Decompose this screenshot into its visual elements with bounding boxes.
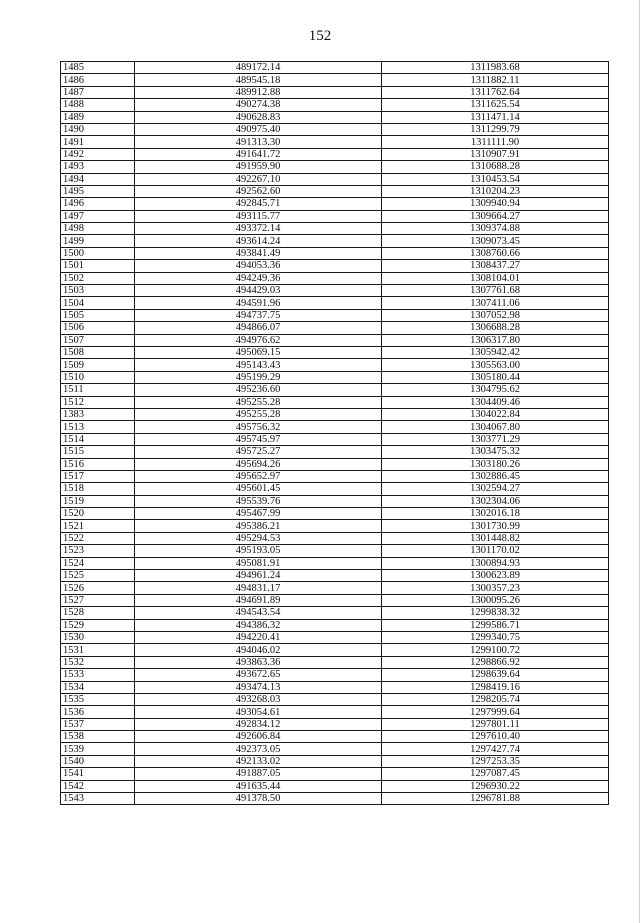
x-coordinate-cell: 495236.60 [135,384,382,396]
point-number-cell: 1509 [61,359,135,371]
y-coordinate-cell: 1304795.62 [382,384,609,396]
y-coordinate-cell: 1308760.66 [382,247,609,259]
x-coordinate-cell: 495193.05 [135,545,382,557]
point-number-cell: 1519 [61,495,135,507]
point-number-cell: 1488 [61,99,135,111]
x-coordinate-cell: 495467.99 [135,508,382,520]
x-coordinate-cell: 491313.30 [135,136,382,148]
table-row [61,570,609,582]
y-coordinate-cell: 1302886.45 [382,470,609,482]
y-coordinate-cell: 1310907.91 [382,148,609,160]
point-number-cell: 1540 [61,755,135,767]
x-coordinate-cell: 492267.10 [135,173,382,185]
x-coordinate-cell: 495539.76 [135,495,382,507]
point-number-cell: 1528 [61,607,135,619]
x-coordinate-cell: 493372.14 [135,223,382,235]
y-coordinate-cell: 1300095.26 [382,594,609,606]
x-coordinate-cell: 490274.38 [135,99,382,111]
table-row [61,247,609,259]
table-row [61,74,609,86]
y-coordinate-cell: 1311625.54 [382,99,609,111]
table-row [61,520,609,532]
x-coordinate-cell: 494961.24 [135,570,382,582]
point-number-cell: 1531 [61,644,135,656]
y-coordinate-cell: 1302016.18 [382,508,609,520]
table-row [61,706,609,718]
point-number-cell: 1538 [61,731,135,743]
table-row [61,148,609,160]
point-number-cell: 1530 [61,631,135,643]
y-coordinate-cell: 1299586.71 [382,619,609,631]
point-number-cell: 1517 [61,470,135,482]
x-coordinate-cell: 492562.60 [135,185,382,197]
table-row [61,408,609,420]
point-number-cell: 1532 [61,656,135,668]
table-row [61,198,609,210]
y-coordinate-cell: 1309664.27 [382,210,609,222]
y-coordinate-cell: 1296930.22 [382,780,609,792]
x-coordinate-cell: 492606.84 [135,731,382,743]
x-coordinate-cell: 494543.54 [135,607,382,619]
table-row [61,136,609,148]
x-coordinate-cell: 494831.17 [135,582,382,594]
x-coordinate-cell: 494429.03 [135,285,382,297]
table-row [61,334,609,346]
x-coordinate-cell: 495386.21 [135,520,382,532]
x-coordinate-cell: 491641.72 [135,148,382,160]
x-coordinate-cell: 495255.28 [135,408,382,420]
point-number-cell: 1516 [61,458,135,470]
table-row [61,693,609,705]
table-row [61,346,609,358]
y-coordinate-cell: 1301730.99 [382,520,609,532]
point-number-cell: 1542 [61,780,135,792]
point-number-cell: 1496 [61,198,135,210]
table-row [61,669,609,681]
point-number-cell: 1536 [61,706,135,718]
y-coordinate-cell: 1297610.40 [382,731,609,743]
table-row [61,793,609,805]
y-coordinate-cell: 1311111.90 [382,136,609,148]
y-coordinate-cell: 1309374.88 [382,223,609,235]
point-number-cell: 1499 [61,235,135,247]
point-number-cell: 1485 [61,62,135,74]
y-coordinate-cell: 1301170.02 [382,545,609,557]
table-row [61,123,609,135]
point-number-cell: 1524 [61,557,135,569]
point-number-cell: 1512 [61,396,135,408]
point-number-cell: 1487 [61,86,135,98]
table-row [61,62,609,74]
table-row [61,656,609,668]
point-number-cell: 1533 [61,669,135,681]
table-row [61,582,609,594]
y-coordinate-cell: 1308104.01 [382,272,609,284]
table-row [61,371,609,383]
point-number-cell: 1505 [61,309,135,321]
y-coordinate-cell: 1306317.80 [382,334,609,346]
table-row [61,285,609,297]
y-coordinate-cell: 1305942.42 [382,346,609,358]
table-row [61,594,609,606]
point-number-cell: 1383 [61,408,135,420]
table-row [61,173,609,185]
point-number-cell: 1490 [61,123,135,135]
x-coordinate-cell: 492373.05 [135,743,382,755]
point-number-cell: 1492 [61,148,135,160]
point-number-cell: 1507 [61,334,135,346]
y-coordinate-cell: 1298639.64 [382,669,609,681]
table-row [61,210,609,222]
x-coordinate-cell: 494053.36 [135,260,382,272]
table-row [61,508,609,520]
point-number-cell: 1498 [61,223,135,235]
x-coordinate-cell: 492845.71 [135,198,382,210]
x-coordinate-cell: 494386.32 [135,619,382,631]
y-coordinate-cell: 1311762.64 [382,86,609,98]
table-row [61,743,609,755]
y-coordinate-cell: 1310453.54 [382,173,609,185]
point-number-cell: 1500 [61,247,135,259]
table-row [61,495,609,507]
x-coordinate-cell: 494691.89 [135,594,382,606]
table-row [61,185,609,197]
point-number-cell: 1502 [61,272,135,284]
y-coordinate-cell: 1302304.06 [382,495,609,507]
point-number-cell: 1520 [61,508,135,520]
x-coordinate-cell: 493863.36 [135,656,382,668]
x-coordinate-cell: 492834.12 [135,718,382,730]
y-coordinate-cell: 1310688.28 [382,161,609,173]
y-coordinate-cell: 1299340.75 [382,631,609,643]
point-number-cell: 1525 [61,570,135,582]
point-number-cell: 1518 [61,483,135,495]
x-coordinate-cell: 495652.97 [135,470,382,482]
table-row [61,607,609,619]
y-coordinate-cell: 1300623.89 [382,570,609,582]
point-number-cell: 1504 [61,297,135,309]
table-row [61,681,609,693]
y-coordinate-cell: 1302594.27 [382,483,609,495]
y-coordinate-cell: 1305563.00 [382,359,609,371]
table-row [61,297,609,309]
point-number-cell: 1495 [61,185,135,197]
table-row [61,86,609,98]
y-coordinate-cell: 1307052.98 [382,309,609,321]
point-number-cell: 1539 [61,743,135,755]
y-coordinate-cell: 1306688.28 [382,322,609,334]
x-coordinate-cell: 489912.88 [135,86,382,98]
y-coordinate-cell: 1298419.16 [382,681,609,693]
y-coordinate-cell: 1300357.23 [382,582,609,594]
table-row [61,161,609,173]
x-coordinate-cell: 491378.50 [135,793,382,805]
coordinates-table-body [61,62,609,805]
x-coordinate-cell: 491959.90 [135,161,382,173]
point-number-cell: 1537 [61,718,135,730]
table-row [61,433,609,445]
y-coordinate-cell: 1308437.27 [382,260,609,272]
y-coordinate-cell: 1297801.11 [382,718,609,730]
y-coordinate-cell: 1303475.32 [382,446,609,458]
y-coordinate-cell: 1309073.45 [382,235,609,247]
y-coordinate-cell: 1307411.06 [382,297,609,309]
x-coordinate-cell: 495725.27 [135,446,382,458]
table-row [61,545,609,557]
y-coordinate-cell: 1301448.82 [382,532,609,544]
point-number-cell: 1522 [61,532,135,544]
point-number-cell: 1529 [61,619,135,631]
x-coordinate-cell: 491635.44 [135,780,382,792]
table-row [61,557,609,569]
table-row [61,260,609,272]
x-coordinate-cell: 490975.40 [135,123,382,135]
table-row [61,755,609,767]
x-coordinate-cell: 489172.14 [135,62,382,74]
point-number-cell: 1523 [61,545,135,557]
x-coordinate-cell: 494976.62 [135,334,382,346]
x-coordinate-cell: 493115.77 [135,210,382,222]
y-coordinate-cell: 1298205.74 [382,693,609,705]
point-number-cell: 1486 [61,74,135,86]
point-number-cell: 1489 [61,111,135,123]
x-coordinate-cell: 495745.97 [135,433,382,445]
table-row [61,322,609,334]
point-number-cell: 1521 [61,520,135,532]
table-row [61,470,609,482]
point-number-cell: 1493 [61,161,135,173]
table-row [61,458,609,470]
x-coordinate-cell: 493268.03 [135,693,382,705]
y-coordinate-cell: 1304022.84 [382,408,609,420]
y-coordinate-cell: 1297427.74 [382,743,609,755]
table-row [61,631,609,643]
x-coordinate-cell: 494249.36 [135,272,382,284]
x-coordinate-cell: 495069.15 [135,346,382,358]
y-coordinate-cell: 1310204.23 [382,185,609,197]
point-number-cell: 1494 [61,173,135,185]
point-number-cell: 1513 [61,421,135,433]
point-number-cell: 1543 [61,793,135,805]
y-coordinate-cell: 1300894.93 [382,557,609,569]
table-row [61,619,609,631]
y-coordinate-cell: 1299838.32 [382,607,609,619]
table-row [61,421,609,433]
x-coordinate-cell: 491887.05 [135,768,382,780]
table-row [61,272,609,284]
table-row [61,223,609,235]
x-coordinate-cell: 495199.29 [135,371,382,383]
point-number-cell: 1508 [61,346,135,358]
y-coordinate-cell: 1307761.68 [382,285,609,297]
table-row [61,309,609,321]
x-coordinate-cell: 495601.45 [135,483,382,495]
table-row [61,718,609,730]
point-number-cell: 1497 [61,210,135,222]
x-coordinate-cell: 495756.32 [135,421,382,433]
point-number-cell: 1503 [61,285,135,297]
table-row [61,396,609,408]
y-coordinate-cell: 1304409.46 [382,396,609,408]
point-number-cell: 1526 [61,582,135,594]
y-coordinate-cell: 1297253.35 [382,755,609,767]
y-coordinate-cell: 1299100.72 [382,644,609,656]
x-coordinate-cell: 495255.28 [135,396,382,408]
table-row [61,483,609,495]
x-coordinate-cell: 493841.49 [135,247,382,259]
table-row [61,731,609,743]
point-number-cell: 1527 [61,594,135,606]
y-coordinate-cell: 1298866.92 [382,656,609,668]
y-coordinate-cell: 1309940.94 [382,198,609,210]
table-row [61,99,609,111]
table-row [61,111,609,123]
y-coordinate-cell: 1304067.80 [382,421,609,433]
x-coordinate-cell: 495694.26 [135,458,382,470]
x-coordinate-cell: 493054.61 [135,706,382,718]
point-number-cell: 1491 [61,136,135,148]
x-coordinate-cell: 493614.24 [135,235,382,247]
point-number-cell: 1501 [61,260,135,272]
table-row [61,780,609,792]
y-coordinate-cell: 1311471.14 [382,111,609,123]
table-row [61,532,609,544]
table-row [61,446,609,458]
x-coordinate-cell: 494591.96 [135,297,382,309]
x-coordinate-cell: 494220.41 [135,631,382,643]
y-coordinate-cell: 1303180.26 [382,458,609,470]
x-coordinate-cell: 489545.18 [135,74,382,86]
y-coordinate-cell: 1297087.45 [382,768,609,780]
y-coordinate-cell: 1311882.11 [382,74,609,86]
point-number-cell: 1511 [61,384,135,396]
x-coordinate-cell: 495294.53 [135,532,382,544]
table-row [61,235,609,247]
table-row [61,384,609,396]
y-coordinate-cell: 1311983.68 [382,62,609,74]
point-number-cell: 1515 [61,446,135,458]
x-coordinate-cell: 492133.02 [135,755,382,767]
x-coordinate-cell: 495081.91 [135,557,382,569]
point-number-cell: 1541 [61,768,135,780]
x-coordinate-cell: 493672.65 [135,669,382,681]
table-row [61,644,609,656]
x-coordinate-cell: 494046.02 [135,644,382,656]
point-number-cell: 1506 [61,322,135,334]
point-number-cell: 1510 [61,371,135,383]
y-coordinate-cell: 1296781.88 [382,793,609,805]
y-coordinate-cell: 1303771.29 [382,433,609,445]
y-coordinate-cell: 1305180.44 [382,371,609,383]
y-coordinate-cell: 1311299.79 [382,123,609,135]
coordinates-table [60,61,609,805]
x-coordinate-cell: 490628.83 [135,111,382,123]
point-number-cell: 1534 [61,681,135,693]
x-coordinate-cell: 493474.13 [135,681,382,693]
x-coordinate-cell: 494737.75 [135,309,382,321]
point-number-cell: 1514 [61,433,135,445]
x-coordinate-cell: 494866.07 [135,322,382,334]
page-number: 152 [308,28,332,44]
table-row [61,768,609,780]
x-coordinate-cell: 495143.43 [135,359,382,371]
point-number-cell: 1535 [61,693,135,705]
y-coordinate-cell: 1297999.64 [382,706,609,718]
table-row [61,359,609,371]
